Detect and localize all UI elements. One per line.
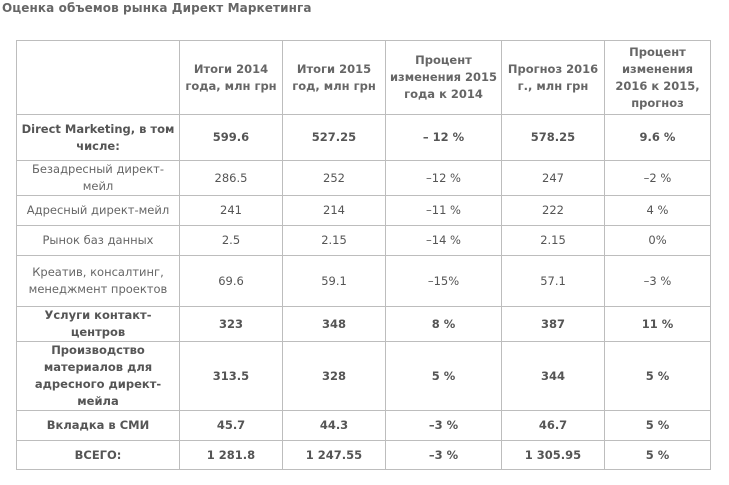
table-row (17, 307, 711, 342)
table-cell: 5 % (605, 411, 711, 441)
table-cell: 313.5 (180, 342, 283, 411)
row-label: Рынок баз данных (17, 226, 180, 256)
table-row-total (17, 441, 711, 470)
row-label: Креатив, консалтинг, менеджмент проектов (17, 256, 180, 307)
table-row (17, 256, 711, 307)
table-cell: 214 (283, 196, 386, 226)
row-label: Адресный директ-мейл (17, 196, 180, 226)
row-label: Direct Marketing, в том числе: (17, 115, 180, 161)
table-cell: 286.5 (180, 161, 283, 196)
row-label: ВСЕГО: (17, 441, 180, 470)
market-table (16, 40, 711, 470)
table-cell: 0% (605, 226, 711, 256)
table-cell: 9.6 % (605, 115, 711, 161)
table-row (17, 342, 711, 411)
table-cell: 252 (283, 161, 386, 196)
table-cell: 11 % (605, 307, 711, 342)
table-cell: 4 % (605, 196, 711, 226)
table-cell: –14 % (386, 226, 502, 256)
table-cell: 5 % (605, 441, 711, 470)
column-header: Итоги 2014 года, млн грн (180, 41, 283, 115)
column-header: Процент изменения 2015 года к 2014 (386, 41, 502, 115)
table-cell: 1 281.8 (180, 441, 283, 470)
table-cell: 8 % (386, 307, 502, 342)
column-header: Процент изменения 2016 к 2015, прогноз (605, 41, 711, 115)
column-header: Прогноз 2016 г., млн грн (502, 41, 605, 115)
table-cell: 241 (180, 196, 283, 226)
table-cell: –3 % (386, 441, 502, 470)
table-cell: 578.25 (502, 115, 605, 161)
table-row (17, 411, 711, 441)
table-cell: 348 (283, 307, 386, 342)
table-cell: –15% (386, 256, 502, 307)
row-label: Вкладка в СМИ (17, 411, 180, 441)
table-cell: –2 % (605, 161, 711, 196)
table-row (17, 196, 711, 226)
table-row (17, 161, 711, 196)
table-cell: 69.6 (180, 256, 283, 307)
table-cell: 344 (502, 342, 605, 411)
table-cell: 46.7 (502, 411, 605, 441)
table-cell: 44.3 (283, 411, 386, 441)
table-cell: 2.15 (283, 226, 386, 256)
row-label: Безадресный директ-мейл (17, 161, 180, 196)
table-cell: –3 % (605, 256, 711, 307)
table-row (17, 115, 711, 161)
table-cell: 387 (502, 307, 605, 342)
table-cell: 5 % (605, 342, 711, 411)
table-cell: –11 % (386, 196, 502, 226)
table-cell: 2.5 (180, 226, 283, 256)
table-row (17, 226, 711, 256)
table-cell: 59.1 (283, 256, 386, 307)
table-cell: –3 % (386, 411, 502, 441)
table-cell: 2.15 (502, 226, 605, 256)
table-cell: –12 % (386, 161, 502, 196)
table-cell: 222 (502, 196, 605, 226)
page-title: Оценка объемов рынка Директ Маркетинга (2, 1, 312, 15)
table-cell: 328 (283, 342, 386, 411)
table-cell: 599.6 (180, 115, 283, 161)
table-cell: 5 % (386, 342, 502, 411)
column-header: Итоги 2015 год, млн грн (283, 41, 386, 115)
table-cell: 1 305.95 (502, 441, 605, 470)
row-label: Производство материалов для адресного директ-мейла (17, 342, 180, 411)
column-header (17, 41, 180, 115)
table-cell: 45.7 (180, 411, 283, 441)
table-cell: 323 (180, 307, 283, 342)
row-label: Услуги контакт-центров (17, 307, 180, 342)
table-cell: – 12 % (386, 115, 502, 161)
table-cell: 57.1 (502, 256, 605, 307)
table-cell: 247 (502, 161, 605, 196)
table-cell: 1 247.55 (283, 441, 386, 470)
table-header-row (17, 41, 711, 115)
table-cell: 527.25 (283, 115, 386, 161)
